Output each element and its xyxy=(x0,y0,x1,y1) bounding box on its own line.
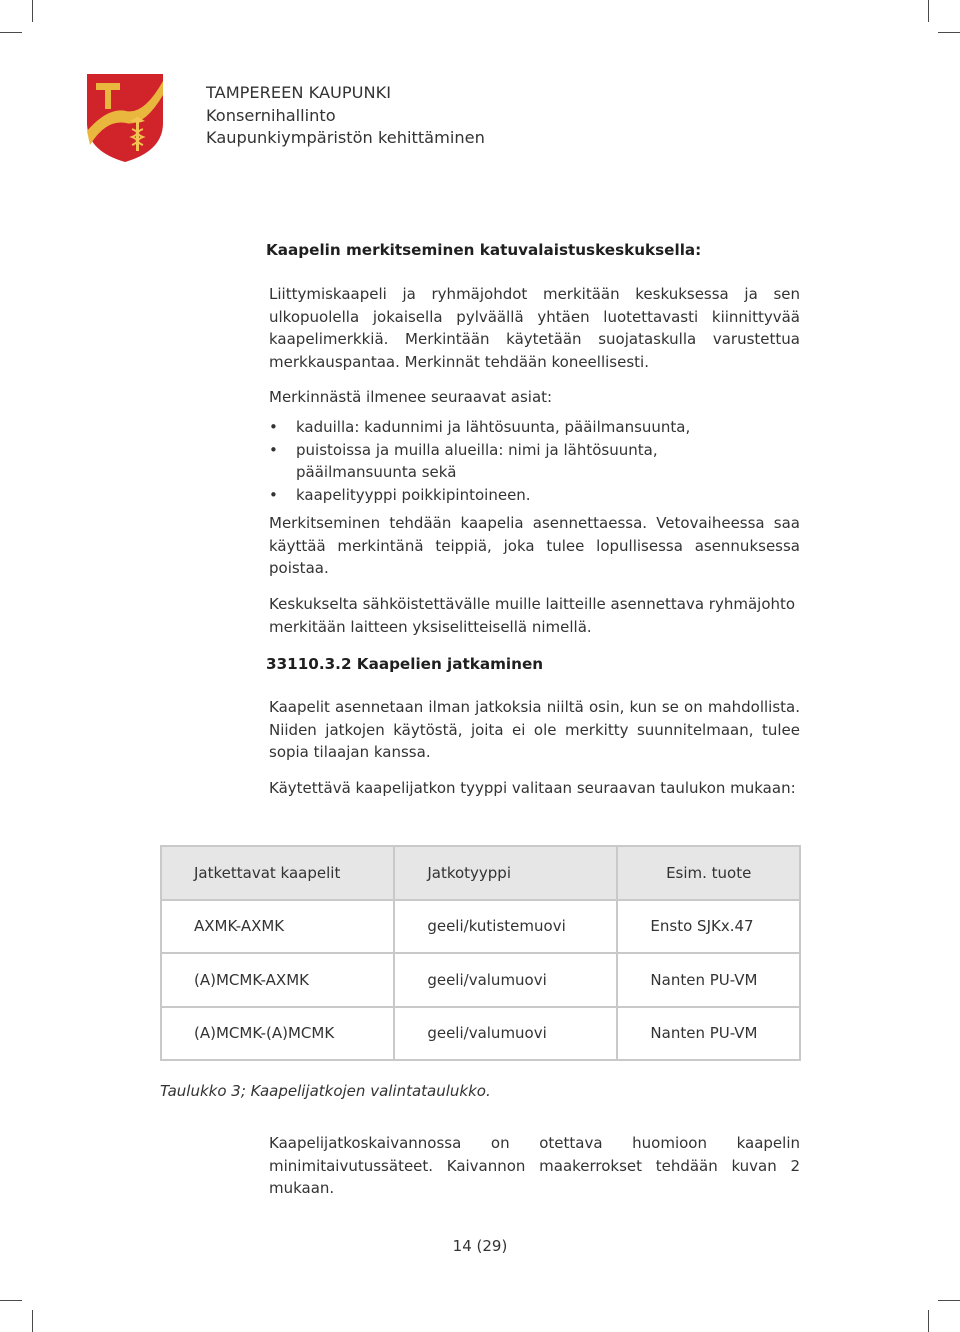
paragraph: Käytettävä kaapelijatkon tyyppi valitaan seuraavan taulukon mukaan: xyxy=(269,779,796,797)
paragraph: Liittymiskaapeli ja ryhmäjohdot merkitään keskuksessa ja sen ulkopuolella jokaisella pylväällä yhtäen luotettavasti kiinnittyvää kaapelimerkkiä. Merkintään käytetään suojataskulla varustettua merkkauspantaa. Merkinnät tehdään koneellisesti. xyxy=(269,285,800,371)
table-cell: Nanten PU-VM xyxy=(617,1007,800,1061)
table-caption: Taulukko 3; Kaapelijatkojen valintataulukko. xyxy=(160,1082,491,1100)
paragraph: Kaapelit asennetaan ilman jatkoksia niiltä osin, kun se on mahdollista. Niiden jatkojen käytöstä, joita ei ole merkitty suunnitelmaan, tulee sopia tilaajan kanssa. xyxy=(269,698,800,761)
column-header: Jatkotyyppi xyxy=(394,846,617,900)
paragraph: Merkitseminen tehdään kaapelia asennettaessa. Vetovaiheessa saa käyttää merkintänä teippiä, joka tulee lopullisessa asennuksessa poistaa. xyxy=(269,514,800,577)
crop-mark xyxy=(928,0,929,22)
list-item xyxy=(269,439,800,484)
list-item-text-continued: pääilmansuunta sekä xyxy=(296,463,457,481)
paragraph: Merkinnästä ilmenee seuraavat asiat: xyxy=(269,388,553,406)
section-heading: Kaapelin merkitseminen katuvalaistuskeskuksella: xyxy=(266,241,702,259)
crop-mark xyxy=(928,1310,929,1332)
table-cell: geeli/valumuovi xyxy=(394,1007,617,1061)
org-unit: Kaupunkiympäristön kehittäminen xyxy=(206,128,485,147)
list-item-text: kaapelityyppi poikkipintoineen. xyxy=(296,485,531,504)
list-item xyxy=(269,416,800,439)
table-row xyxy=(161,900,800,954)
list-item xyxy=(269,484,800,507)
org-department: Konsernihallinto xyxy=(206,105,336,125)
org-name: TAMPEREEN KAUPUNKI xyxy=(206,83,391,102)
table-cell: Ensto SJKx.47 xyxy=(617,900,800,954)
column-header: Jatkettavat kaapelit xyxy=(161,846,394,900)
table-cell: (A)MCMK-(A)MCMK xyxy=(161,1007,394,1061)
table-cell: AXMK-AXMK xyxy=(161,900,394,954)
paragraph: Kaapelijatkoskaivannossa on otettava huomioon kaapelin minimitaivutussäteet. Kaivannon maakerrokset tehdään kuvan 2 mukaan. xyxy=(269,1134,800,1197)
list-item-text: kaduilla: kadunnimi ja lähtösuunta, pääilmansuunta, xyxy=(296,418,691,436)
cable-joint-table xyxy=(160,845,801,1061)
table-cell: geeli/kutistemuovi xyxy=(394,900,617,954)
page-number: 14 (29) xyxy=(452,1237,508,1255)
paragraph: Keskukselta sähköistettävälle muille laitteille asennettava ryhmäjohto merkitään laitteen yksiselitteisellä nimellä. xyxy=(269,595,796,636)
bullet-icon: • xyxy=(269,418,278,436)
crop-mark xyxy=(32,0,33,22)
section-heading: 33110.3.2 Kaapelien jatkaminen xyxy=(266,655,544,673)
organization-block xyxy=(206,82,485,150)
list-item-text: puistoissa ja muilla alueilla: nimi ja lähtösuunta, xyxy=(296,440,658,459)
table-row xyxy=(161,1007,800,1061)
bullet-list xyxy=(269,416,800,506)
crop-mark xyxy=(0,32,22,33)
crop-mark xyxy=(938,32,960,33)
crop-mark xyxy=(0,1300,22,1301)
table-header-row xyxy=(161,846,800,900)
bullet-icon: • xyxy=(269,485,278,504)
table-row xyxy=(161,953,800,1007)
table-cell: (A)MCMK-AXMK xyxy=(161,953,394,1007)
column-header: Esim. tuote xyxy=(617,846,800,900)
crop-mark xyxy=(32,1310,33,1332)
table-cell: Nanten PU-VM xyxy=(617,953,800,1007)
bullet-icon: • xyxy=(269,440,278,459)
table-cell: geeli/valumuovi xyxy=(394,953,617,1007)
crop-mark xyxy=(938,1300,960,1301)
tampere-coat-of-arms-icon xyxy=(86,73,164,163)
